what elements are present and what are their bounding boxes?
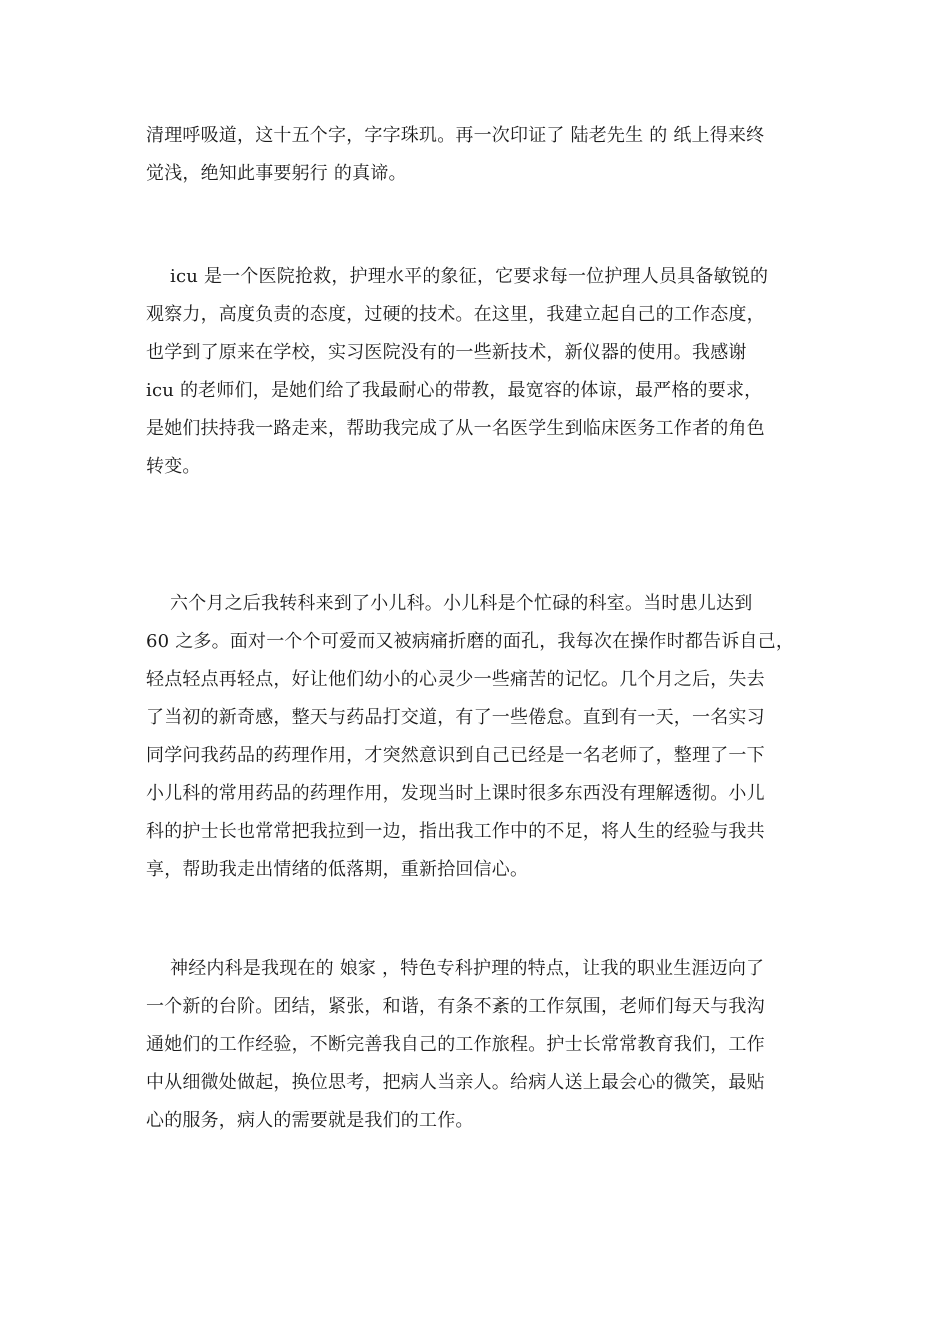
paragraph-4-line-5: 心的服务，病人的需要就是我们的工作。 xyxy=(146,1110,474,1131)
paragraph-3-line-8: 享，帮助我走出情绪的低落期，重新拾回信心。 xyxy=(146,859,529,880)
paragraph-3-line-3: 轻点轻点再轻点，好让他们幼小的心灵少一些痛苦的记忆。几个月之后，失去 xyxy=(146,669,765,690)
paragraph-2-line-4: icu 的老师们，是她们给了我最耐心的带教，最宽容的体谅，最严格的要求， xyxy=(146,380,763,401)
paragraph-2-line-1: icu 是一个医院抢救，护理水平的象征，它要求每一位护理人员具备敏锐的 xyxy=(170,266,769,287)
paragraph-3-line-1: 六个月之后我转科来到了小儿科。小儿科是个忙碌的科室。当时患儿达到 xyxy=(170,593,753,614)
paragraph-3-line-5: 同学问我药品的药理作用，才突然意识到自己已经是一名老师了，整理了一下 xyxy=(146,745,765,766)
paragraph-3-line-6: 小儿科的常用药品的药理作用，发现当时上课时很多东西没有理解透彻。小儿 xyxy=(146,783,765,804)
paragraph-4-line-4: 中从细微处做起，换位思考，把病人当亲人。给病人送上最会心的微笑，最贴 xyxy=(146,1072,765,1093)
paragraph-3-line-7: 科的护士长也常常把我拉到一边，指出我工作中的不足，将人生的经验与我共 xyxy=(146,821,765,842)
paragraph-2-line-6: 转变。 xyxy=(146,456,201,477)
paragraph-3-line-4: 了当初的新奇感，整天与药品打交道，有了一些倦怠。直到有一天，一名实习 xyxy=(146,707,765,728)
paragraph-4-line-3: 通她们的工作经验，不断完善我自己的工作旅程。护士长常常教育我们，工作 xyxy=(146,1034,765,1055)
paragraph-4-line-2: 一个新的台阶。团结，紧张，和谐，有条不紊的工作氛围，老师们每天与我沟 xyxy=(146,996,765,1017)
paragraph-2-line-5: 是她们扶持我一路走来，帮助我完成了从一名医学生到临床医务工作者的角色 xyxy=(146,418,765,439)
paragraph-4-line-1: 神经内科是我现在的 娘家 ，特色专科护理的特点，让我的职业生涯迈向了 xyxy=(170,958,765,979)
paragraph-3-line-2: 60 之多。面对一个个可爱而又被病痛折磨的面孔，我每次在操作时都告诉自己， xyxy=(146,631,795,652)
paragraph-1-line-2: 觉浅，绝知此事要躬行 的真谛。 xyxy=(146,163,407,184)
paragraph-2-line-3: 也学到了原来在学校，实习医院没有的一些新技术，新仪器的使用。我感谢 xyxy=(146,342,747,363)
paragraph-1-line-1: 清理呼吸道，这十五个字，字字珠玑。再一次印证了 陆老先生 的 纸上得来终 xyxy=(146,125,765,146)
paragraph-2-line-2: 观察力，高度负责的态度，过硬的技术。在这里，我建立起自己的工作态度， xyxy=(146,304,765,325)
